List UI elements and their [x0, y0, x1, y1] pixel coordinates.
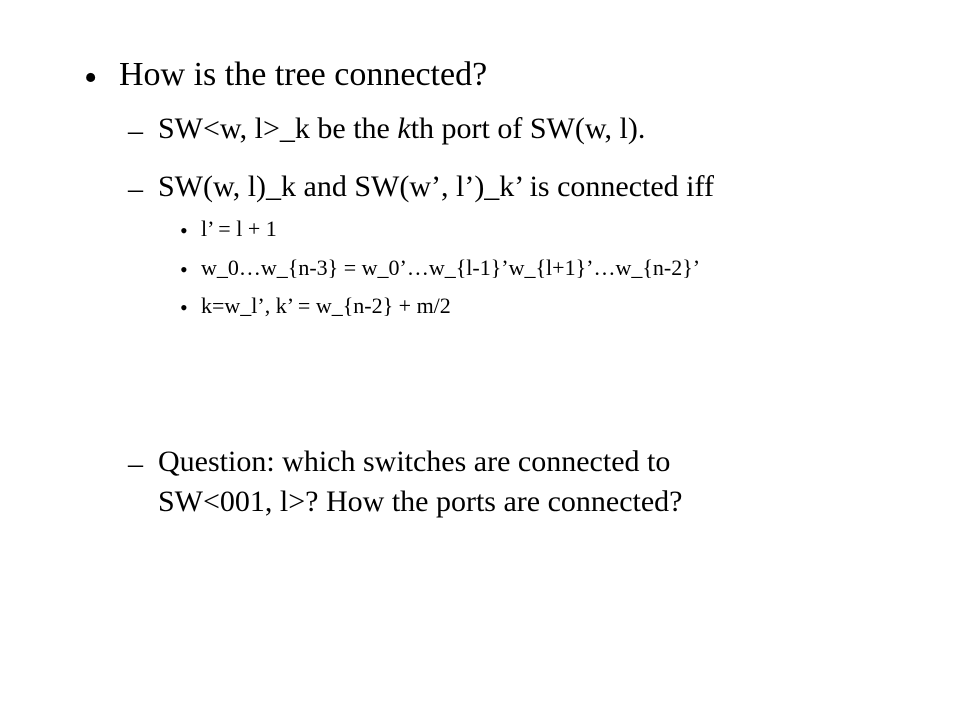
heading-bullet: •: [84, 57, 98, 99]
item1-text-italic: k: [397, 112, 411, 145]
question-line2: SW<001, l>? How the ports are connected?: [158, 485, 683, 518]
question-line1: Question: which switches are connected to: [158, 445, 671, 478]
sub2-text: w_0…w_{n-3} = w_0’…w_{l-1}’w_{l+1}’…w_{n-2}’: [201, 255, 701, 280]
item1-text-after: th port of SW(w, l).: [410, 112, 646, 145]
item1-text-before: SW<w, l>_k be the: [158, 112, 398, 145]
item2-dash: –: [128, 172, 143, 205]
sub3-text: k=w_l’, k’ = w_{n-2} + m/2: [201, 293, 451, 318]
sub2-bullet: •: [180, 257, 188, 282]
sub1-bullet: •: [180, 218, 188, 243]
item2-text: SW(w, l)_k and SW(w’, l’)_k’ is connected iff: [158, 170, 714, 203]
question-dash: –: [128, 447, 143, 480]
sub3-bullet: •: [180, 295, 188, 320]
sub1-text: l’ = l + 1: [201, 216, 277, 241]
item1-text: [158, 114, 645, 144]
item1-dash: –: [128, 114, 143, 147]
slide-heading: How is the tree connected?: [119, 56, 488, 93]
